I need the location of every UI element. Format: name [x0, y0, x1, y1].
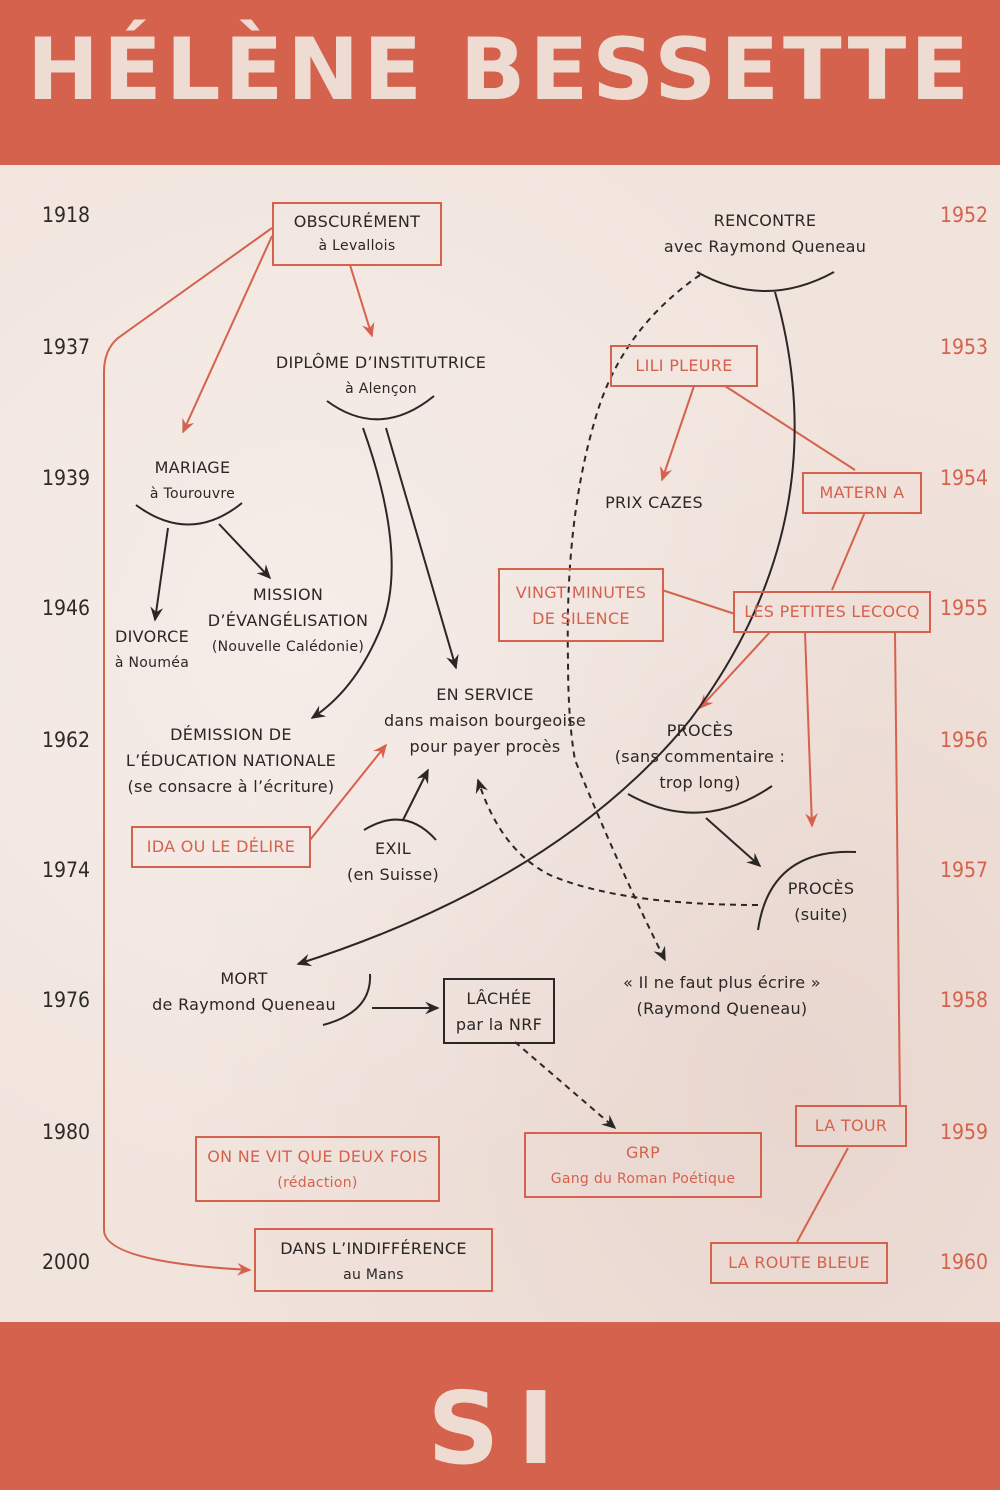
link-lecocq-latour [895, 632, 900, 1106]
link-obscurement-diplome [350, 265, 372, 336]
box-route-bleue [710, 1242, 888, 1284]
box-ida [131, 826, 311, 868]
grp-sub: Gang du Roman Poétique [550, 1171, 736, 1187]
year-right-1959: 1959 [940, 1120, 989, 1144]
mission-line2: D’ÉVANGÉLISATION [207, 611, 369, 630]
la-tour-label: LA TOUR [814, 1116, 888, 1135]
node-proces-suite [770, 876, 872, 928]
demission-line1: DÉMISSION DE [170, 725, 292, 744]
link-latour-route [797, 1148, 848, 1242]
diplome-sub: à Alençon [345, 381, 417, 397]
ecrire-sub: (Raymond Queneau) [636, 999, 808, 1018]
grp-label: GRP [625, 1143, 661, 1162]
service-line3: pour payer procès [409, 737, 561, 756]
node-mort [140, 966, 348, 1018]
indifference-sub: au Mans [343, 1267, 404, 1283]
year-right-1960: 1960 [940, 1250, 989, 1274]
ecrire-quote: « Il ne faut plus écrire » [623, 973, 821, 992]
year-left-1918: 1918 [42, 203, 91, 227]
service-line2: dans maison bourgeoise [383, 711, 587, 730]
proces-line3: trop long) [659, 773, 741, 792]
year-right-1955: 1955 [940, 596, 989, 620]
link-proces-suite [706, 818, 760, 866]
link-diplome-demission [312, 428, 392, 718]
year-right-1954: 1954 [940, 466, 989, 490]
box-vingt-minutes [498, 568, 664, 642]
obscurement-label: OBSCURÉMENT [293, 212, 421, 231]
deux-fois-label: ON NE VIT QUE DEUX FOIS [207, 1147, 428, 1166]
year-right-1953: 1953 [940, 335, 989, 359]
mort-label: MORT [220, 969, 268, 988]
obscurement-sub: à Levallois [318, 238, 396, 254]
route-bleue-label: LA ROUTE BLEUE [728, 1253, 870, 1272]
prix-cazes-label: PRIX CAZES [605, 493, 703, 512]
node-divorce [103, 624, 201, 676]
node-prix-cazes [590, 490, 718, 516]
year-right-1952: 1952 [940, 203, 989, 227]
mort-sub: de Raymond Queneau [152, 995, 336, 1014]
node-mission [200, 582, 376, 660]
lili-label: LILI PLEURE [635, 356, 733, 375]
rencontre-label: RENCONTRE [713, 211, 817, 230]
link-materna-lecocq [832, 512, 865, 590]
box-la-tour [795, 1105, 907, 1147]
vingt-line2: DE SILENCE [532, 609, 630, 628]
mission-sub: (Nouvelle Calédonie) [211, 639, 365, 655]
link-lecocq-suite [805, 632, 812, 826]
box-deux-fois [195, 1136, 440, 1202]
box-petites-lecocq [733, 591, 931, 633]
year-left-1980: 1980 [42, 1120, 91, 1144]
link-suite-service [478, 780, 758, 905]
proces-line1: PROCÈS [666, 721, 734, 740]
node-diplome [260, 350, 502, 402]
lachee-label: LÂCHÉE [466, 989, 532, 1008]
year-right-1956: 1956 [940, 728, 989, 752]
link-lili-lecocq [725, 386, 855, 470]
proces-suite-sub: (suite) [794, 905, 848, 924]
divorce-label: DIVORCE [115, 627, 189, 646]
link-vingt-lecocq [662, 590, 735, 614]
link-lecocq-proces [700, 632, 770, 708]
deux-fois-sub: (rédaction) [277, 1175, 358, 1191]
year-right-1958: 1958 [940, 988, 989, 1012]
box-grp [524, 1132, 762, 1198]
link-mariage-mission [219, 524, 270, 578]
year-left-1974: 1974 [42, 858, 91, 882]
node-proces [604, 718, 796, 796]
mariage-sub: à Tourouvre [149, 486, 236, 502]
proces-line2: (sans commentaire : [614, 747, 786, 766]
materna-label: MATERN A [819, 483, 905, 502]
vingt-line1: VINGT MINUTES [515, 583, 647, 602]
node-en-service [370, 682, 600, 760]
rencontre-sub: avec Raymond Queneau [663, 237, 867, 256]
box-indifference [254, 1228, 493, 1292]
year-left-1946: 1946 [42, 596, 91, 620]
demission-line3: (se consacre à l’écriture) [127, 777, 335, 796]
lecocq-label: LES PETITES LECOCQ [744, 602, 920, 621]
year-left-1976: 1976 [42, 988, 91, 1012]
node-rencontre [640, 208, 890, 260]
box-materna [802, 472, 922, 514]
year-right-1957: 1957 [940, 858, 989, 882]
exil-sub: (en Suisse) [346, 865, 440, 884]
proces-suite-label: PROCÈS [787, 879, 855, 898]
diplome-label: DIPLÔME D’INSTITUTRICE [275, 353, 487, 372]
indifference-label: DANS L’INDIFFÉRENCE [280, 1239, 467, 1258]
node-mariage [110, 455, 275, 507]
year-left-1962: 1962 [42, 728, 91, 752]
box-obscurement [272, 202, 442, 266]
box-lili-pleure [610, 345, 758, 387]
footer-title: SI [427, 1370, 573, 1487]
ida-label: IDA OU LE DÉLIRE [146, 837, 296, 856]
lachee-sub: par la NRF [455, 1015, 543, 1034]
node-ne-plus-ecrire [608, 970, 836, 1022]
year-left-1937: 1937 [42, 335, 91, 359]
node-exil [338, 836, 448, 888]
page-title: HÉLÈNE BESSETTE [26, 20, 974, 120]
link-obscurement-mariage [183, 236, 272, 432]
node-demission [108, 722, 354, 800]
divorce-sub: à Nouméa [114, 655, 190, 671]
demission-line2: L’ÉDUCATION NATIONALE [125, 751, 337, 770]
link-lachee-grp [515, 1042, 615, 1128]
year-left-2000: 2000 [42, 1250, 91, 1274]
link-diplome-service [386, 428, 456, 668]
mission-line1: MISSION [252, 585, 324, 604]
service-line1: EN SERVICE [436, 685, 534, 704]
box-lachee [443, 978, 555, 1044]
mariage-label: MARIAGE [154, 458, 231, 477]
link-exil-service [403, 770, 428, 820]
exil-label: EXIL [375, 839, 411, 858]
link-mariage-divorce [155, 528, 168, 620]
link-lili-prix [662, 386, 694, 480]
year-left-1939: 1939 [42, 466, 91, 490]
arc-rencontre [697, 272, 834, 291]
